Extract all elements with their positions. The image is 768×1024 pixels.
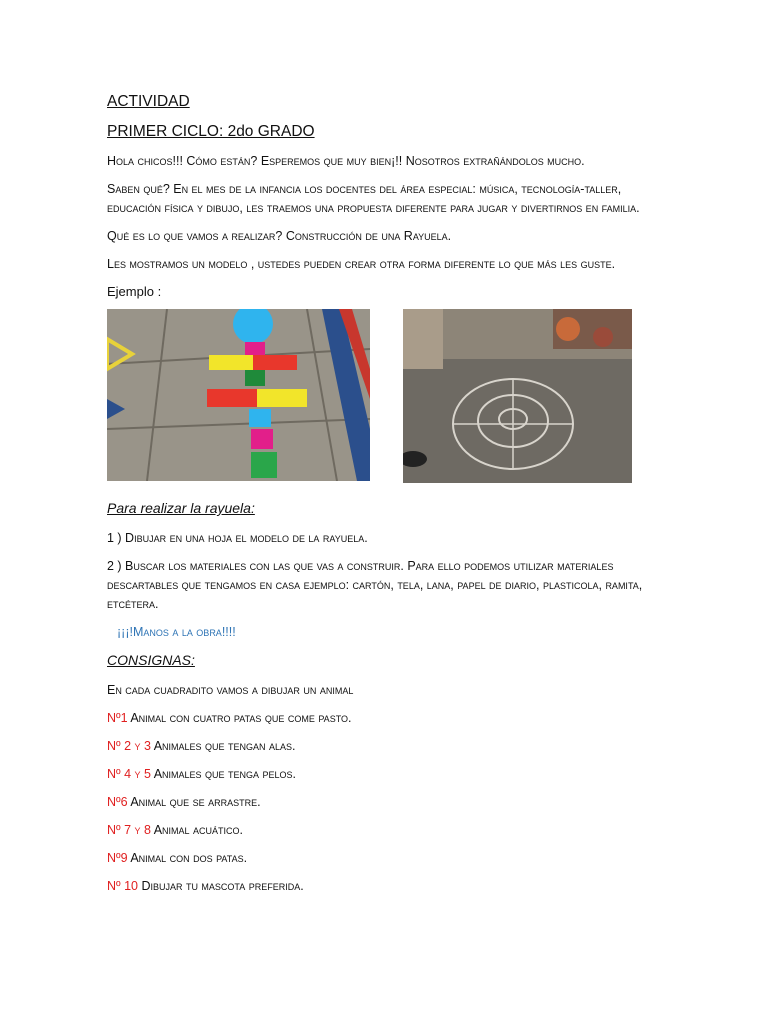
document-page — [107, 92, 667, 905]
consigna-item — [107, 765, 667, 784]
consigna-item — [107, 737, 667, 756]
consigna-text: Animal con cuatro patas que come pasto. — [127, 711, 352, 725]
intro-description: Saben qué? En el mes de la infancia los docentes del área especial: música, tecnología-taller, educación física y dibujo, les traemos una propuesta diferente para jugar y divertirnos en familia. — [107, 182, 640, 215]
example-label: Ejemplo : — [107, 284, 162, 299]
consigna-number: Nº9 — [107, 851, 128, 865]
consigna-number: Nº 10 — [107, 879, 138, 893]
consigna-text: Animal que se arrastre. — [127, 795, 261, 809]
instruction-step-1: 1 ) Dibujar en una hoja el modelo de la rayuela. — [107, 531, 368, 545]
intro-model: Les mostramos un modelo , ustedes pueden crear otra forma diferente lo que más les guste. — [107, 257, 616, 271]
instruction-step-2: 2 ) Buscar los materiales con las que vas a construir. Para ello podemos utilizar materiales descartables que tengamos en casa ejemplo: cartón, tela, lana, papel de diario, plasticola, ramita, etcétera. — [107, 559, 643, 611]
chalk-spiral-photo — [403, 309, 632, 483]
consigna-item — [107, 709, 667, 728]
consigna-number: Nº 7 y 8 — [107, 823, 151, 837]
consigna-item — [107, 849, 667, 868]
intro-question: Qué es lo que vamos a realizar? Construcción de una Rayuela. — [107, 229, 452, 243]
consigna-text: Animal acuático. — [150, 823, 243, 837]
consignas-intro: En cada cuadradito vamos a dibujar un animal — [107, 683, 354, 697]
consigna-text: Animales que tengan alas. — [150, 739, 296, 753]
consigna-number: Nº 2 y 3 — [107, 739, 151, 753]
consigna-text: Animal con dos patas. — [127, 851, 248, 865]
painted-hopscotch-photo — [107, 309, 370, 481]
page-subtitle: PRIMER CICLO: 2do GRADO — [107, 123, 315, 140]
consigna-number: Nº6 — [107, 795, 128, 809]
intro-greeting: Hola chicos!!! Cómo están? Esperemos que muy bien¡!! Nosotros extrañándolos mucho. — [107, 154, 585, 168]
consigna-item — [107, 821, 667, 840]
consigna-item — [107, 793, 667, 812]
consigna-text: Dibujar tu mascota preferida. — [137, 879, 304, 893]
page-title: ACTIVIDAD — [107, 93, 190, 110]
consigna-text: Animales que tenga pelos. — [150, 767, 296, 781]
consigna-number: Nº 4 y 5 — [107, 767, 151, 781]
cheer-text: ¡¡¡!Manos a la obra!!!! — [117, 625, 236, 639]
instructions-heading: Para realizar la rayuela: — [107, 500, 255, 516]
example-images — [107, 309, 667, 493]
consigna-item — [107, 877, 667, 896]
consigna-number: Nº1 — [107, 711, 128, 725]
consignas-heading: CONSIGNAS: — [107, 652, 195, 668]
